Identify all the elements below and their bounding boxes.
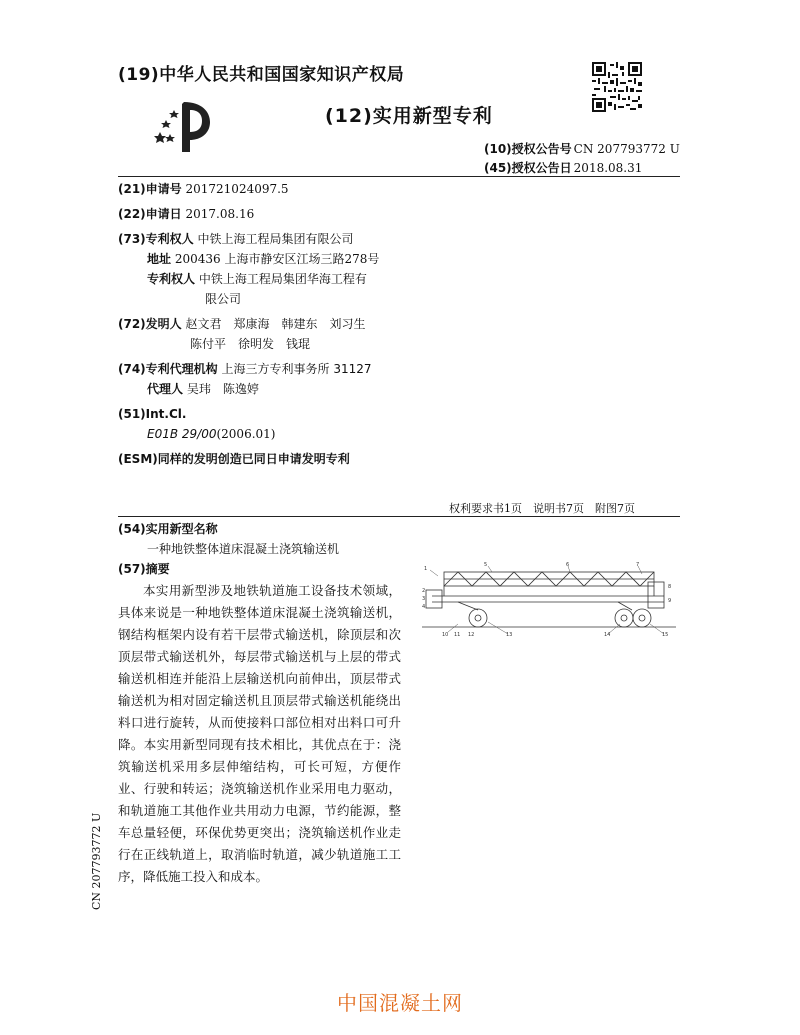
intcl-version: (2006.01) [216,427,276,441]
inventors-line2: 陈付平 徐明发 钱琨 [190,337,311,351]
drawing-label: 6 [566,562,570,568]
patentee2-row [147,269,367,289]
drawing-label: 9 [668,598,672,604]
inventors: 赵文君 郑康海 韩建东 刘习生 [185,317,366,331]
drawing-label: 4 [422,604,426,610]
qr-code [592,62,642,112]
address-label: 地址 [147,252,172,266]
application-date: 2017.08.16 [185,207,255,221]
utility-model-title: 一种地铁整体道床混凝土浇筑输送机 [147,542,340,556]
agency-label: (74)专利代理机构 [118,362,218,376]
title-label [118,519,218,539]
patentee: 中铁上海工程局集团有限公司 [197,232,354,246]
patentee-row [118,229,354,249]
drawing-label: 10 [442,632,449,638]
drawing-label: 12 [468,632,475,638]
publication-date-row [484,159,642,176]
patent-office: (19)中华人民共和国国家知识产权局 [118,65,405,85]
agents: 吴玮 陈逸婷 [186,382,259,396]
publication-date: 2018.08.31 [573,161,643,175]
representative-drawing [418,562,680,638]
drawing-label: 5 [484,562,488,568]
abstract-label-text: (57)摘要 [118,562,170,576]
counts-divider [118,516,680,517]
application-number: 201721024097.5 [185,182,289,196]
application-date-label: (22)申请日 [118,207,182,221]
inventors-row [118,314,366,334]
drawing-label: 13 [506,632,513,638]
side-publication-number: CN 207793772 U [90,812,103,910]
drawing-label: 11 [454,632,461,638]
esm-text: (ESM)同样的发明创造已同日申请发明专利 [118,452,350,466]
drawing-label: 2 [422,588,426,594]
drawing-label: 15 [662,632,669,638]
drawing-label: 1 [424,566,428,572]
drawing-label: 7 [636,562,640,568]
publication-number-label: (10)授权公告号 [484,142,572,156]
address: 200436 上海市静安区江场三路278号 [174,252,380,266]
agent-row [147,379,259,399]
intcl-row [118,404,186,424]
drawing-label: 14 [604,632,611,638]
page-counts: 权利要求书1页 说明书7页 附图7页 [449,502,635,515]
drawing-label: 8 [668,584,672,590]
esm-note [118,449,350,469]
abstract-text: 本实用新型涉及地铁轨道施工设备技术领域，具体来说是一种地铁整体道床混凝土浇筑输送机，钢结构框架内设有若干层带式输送机，除顶层和次顶层带式输送机外，每层带式输送机与上层的带式输送机相连并能沿上层输送机向前伸出，顶层带式输送机为相对固定输送机且顶层带式输送机能绕出料口进行旋转，从而使接料口部位相对出料口可升降。本实用新型同现有技术相比，其优点在于：浇筑输送机采用多层伸缩结构，可长可短，方便作业、行驶和转运；浇筑输送机作业采用电力驱动，和轨道施工其他作业共用动力电源，节约能源，整车总量轻便，环保优势更突出；浇筑输送机作业走行在正线轨道上，取消临时轨道，减少轨道施工工序，降低施工投入和成本。 [118,583,401,884]
title-label-text: (54)实用新型名称 [118,522,218,536]
application-number-label: (21)申请号 [118,182,182,196]
publication-number-row [484,140,680,157]
abstract-label [118,559,170,579]
document-type: (12)实用新型专利 [325,105,493,127]
agency: 上海三方专利事务所 31127 [221,362,372,376]
agency-row [118,359,372,379]
watermark-footer: 中国混凝土网 [337,991,463,1015]
patentee-label: (73)专利权人 [118,232,194,246]
agent-label: 代理人 [147,382,184,396]
patentee2-line2: 限公司 [205,292,242,306]
publication-number: CN 207793772 U [573,142,680,156]
patentee2-label: 专利权人 [147,272,196,286]
application-date-row [118,204,254,224]
patentee2: 中铁上海工程局集团华海工程有 [198,272,367,286]
address-row [147,249,379,269]
intcl-code: E01B 29/00 [147,427,217,441]
drawing-label: 3 [422,596,426,602]
publication-date-label: (45)授权公告日 [484,161,572,175]
intcl-class-row [147,424,275,444]
application-number-row [118,179,289,199]
intcl-label: (51)Int.Cl. [118,407,187,421]
header-divider [118,176,680,177]
cnipa-logo [152,98,214,154]
inventors-label: (72)发明人 [118,317,182,331]
